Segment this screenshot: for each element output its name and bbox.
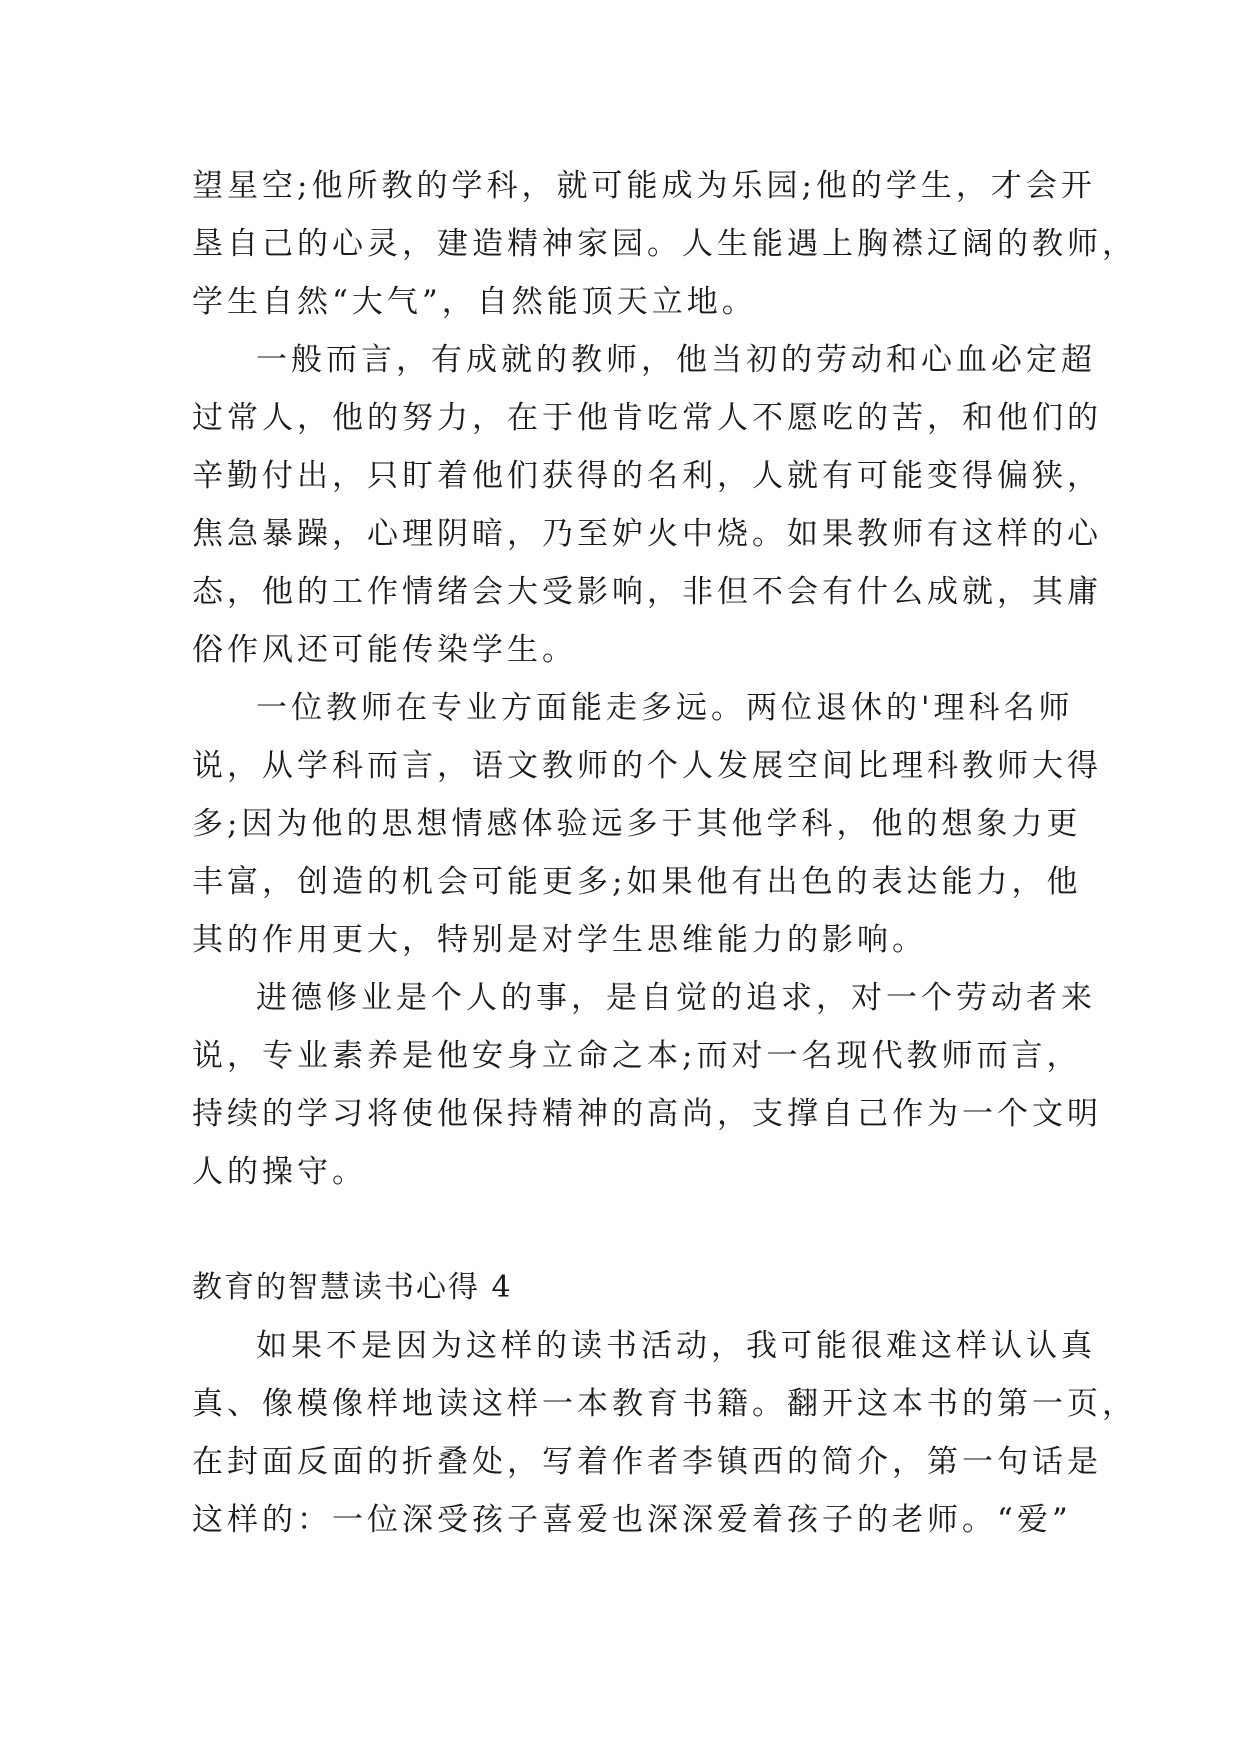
text-line: 说，专业素养是他安身立命之本;而对一名现代教师而言，	[192, 1038, 1082, 1074]
text-line: 俗作风还可能传染学生。	[192, 632, 577, 668]
text-line: 说，从学科而言，语文教师的个人发展空间比理科教师大得	[192, 748, 1102, 784]
text-line: 这样的：一位深受孩子喜爱也深深爱着孩子的老师。“爱”	[192, 1502, 1072, 1538]
text-line: 丰富，创造的机会可能更多;如果他有出色的表达能力，他	[192, 864, 1082, 900]
text-line: 态，他的工作情绪会大受影响，非但不会有什么成就，其庸	[192, 574, 1102, 610]
text-line: 持续的学习将使他保持精神的高尚，支撑自己作为一个文明	[192, 1096, 1102, 1132]
text-line: 望星空;他所教的学科，就可能成为乐园;他的学生，才会开	[192, 168, 1096, 204]
text-line: 学生自然“大气”，自然能顶天立地。	[192, 284, 757, 320]
paragraph-first-line: 进德修业是个人的事，是自觉的追求，对一个劳动者来	[256, 980, 1096, 1016]
text-line: 其的作用更大，特别是对学生思维能力的影响。	[192, 922, 927, 958]
text-line: 过常人，他的努力，在于他肯吃常人不愿吃的苦，和他们的	[192, 400, 1102, 436]
paragraph-first-line: 如果不是因为这样的读书活动，我可能很难这样认认真	[256, 1328, 1096, 1364]
text-line: 在封面反面的折叠处，写着作者李镇西的简介，第一句话是	[192, 1444, 1102, 1480]
text-line: 辛勤付出，只盯着他们获得的名利，人就有可能变得偏狭，	[192, 458, 1102, 494]
paragraph-first-line: 一般而言，有成就的教师，他当初的劳动和心血必定超	[256, 342, 1096, 378]
paragraph-first-line: 一位教师在专业方面能走多远。两位退休的'理科名师	[256, 690, 1074, 726]
text-line: 多;因为他的思想情感体验远多于其他学科，他的想象力更	[192, 806, 1082, 842]
text-line: 垦自己的心灵，建造精神家园。人生能遇上胸襟辽阔的教师，	[192, 226, 1137, 262]
text-line: 人的操守。	[192, 1154, 367, 1190]
text-line: 真、像模像样地读这样一本教育书籍。翻开这本书的第一页，	[192, 1386, 1137, 1422]
section-heading: 教育的智慧读书心得 4	[192, 1270, 513, 1305]
text-line: 焦急暴躁，心理阴暗，乃至妒火中烧。如果教师有这样的心	[192, 516, 1102, 552]
